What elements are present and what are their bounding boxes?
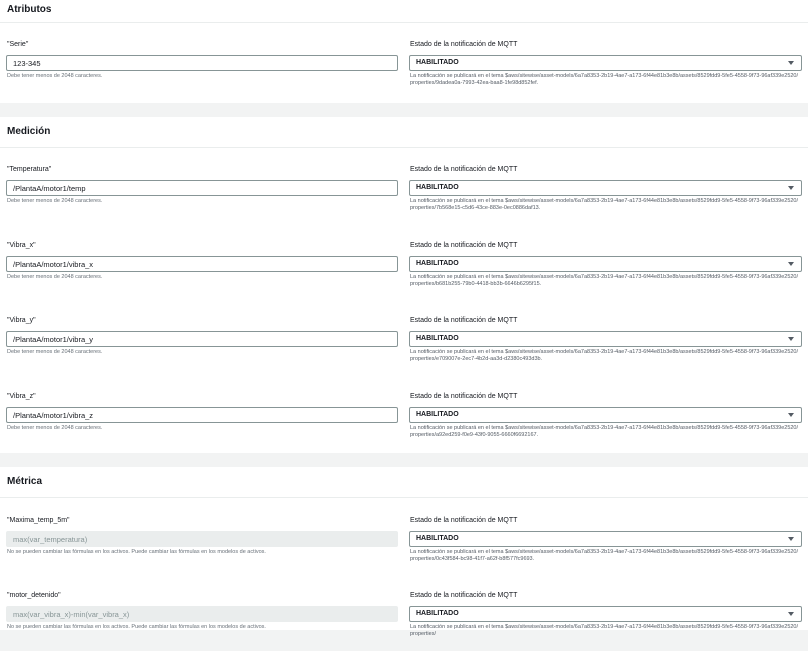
property-label: "Vibra_z": [7, 393, 36, 400]
mqtt-topic-note: La notificación se publicará en el tema $aws/sitewise/asset-models/6a7a8353-2b19-4ae7-a173-6f44e81b3e8b/assets/8529fdd9-5fe5-4558-9f73-96af339e2520/properties/e709007e-2ec7-4b2d-aa3d-d2380c493d3b.: [410, 349, 799, 362]
formula-input: [6, 531, 398, 547]
mqtt-topic-note: La notificación se publicará en el tema $aws/sitewise/asset-models/6a7a8353-2b19-4ae7-a173-6f44e81b3e8b/assets/8529fdd9-5fe5-4558-9f73-96af339e2520/properties/: [410, 624, 799, 637]
property-row: [0, 591, 808, 651]
measurement-header: [0, 117, 808, 148]
attributes-header: [0, 0, 808, 23]
mqtt-status-label: Estado de la notificación de MQTT: [410, 41, 518, 48]
property-value: /PlantaA/motor1/temp: [13, 184, 86, 193]
property-row: [0, 516, 808, 576]
mqtt-status-label: Estado de la notificación de MQTT: [410, 517, 518, 524]
caret-down-icon: [788, 337, 794, 341]
metric-section: [0, 467, 808, 637]
property-label: "motor_detenido": [7, 592, 61, 599]
property-label: "Vibra_x": [7, 242, 36, 249]
formula-input: [6, 606, 398, 622]
property-alias-input[interactable]: [6, 331, 398, 347]
formula-value: max(var_vibra_x)-min(var_vibra_x): [13, 610, 130, 619]
mqtt-status-label: Estado de la notificación de MQTT: [410, 592, 518, 599]
property-row: [0, 241, 808, 301]
property-hint: Debe tener menos de 2048 caracteres.: [7, 73, 103, 79]
formula-value: max(var_temperatura): [13, 535, 88, 544]
mqtt-status-label: Estado de la notificación de MQTT: [410, 242, 518, 249]
property-value: 123-345: [13, 59, 41, 68]
property-label: "Vibra_y": [7, 317, 36, 324]
property-value: /PlantaA/motor1/vibra_z: [13, 411, 94, 420]
mqtt-status-value: HABILITADO: [416, 260, 459, 267]
property-hint: Debe tener menos de 2048 caracteres.: [7, 274, 103, 280]
property-alias-input[interactable]: [6, 256, 398, 272]
mqtt-status-select[interactable]: [409, 55, 802, 71]
mqtt-topic-note: La notificación se publicará en el tema $aws/sitewise/asset-models/6a7a8353-2b19-4ae7-a173-6f44e81b3e8b/assets/8529fdd9-5fe5-4558-9f73-96af339e2520/properties/7b568e15-c5d6-43ce-883e-0ec0886daf13.: [410, 198, 799, 211]
caret-down-icon: [788, 186, 794, 190]
property-hint: Debe tener menos de 2048 caracteres.: [7, 425, 103, 431]
property-label: "Serie": [7, 41, 29, 48]
property-row: [0, 392, 808, 452]
property-alias-input[interactable]: [6, 407, 398, 423]
section-title: Medición: [7, 126, 51, 137]
attributes-section: [0, 0, 808, 103]
mqtt-status-select[interactable]: [409, 331, 802, 347]
mqtt-status-select[interactable]: [409, 606, 802, 622]
caret-down-icon: [788, 413, 794, 417]
metric-header: [0, 467, 808, 498]
mqtt-status-value: HABILITADO: [416, 535, 459, 542]
mqtt-status-select[interactable]: [409, 407, 802, 423]
mqtt-status-label: Estado de la notificación de MQTT: [410, 393, 518, 400]
mqtt-status-value: HABILITADO: [416, 335, 459, 342]
property-value: /PlantaA/motor1/vibra_y: [13, 335, 94, 344]
mqtt-status-select[interactable]: [409, 256, 802, 272]
mqtt-topic-note: La notificación se publicará en el tema $aws/sitewise/asset-models/6a7a8353-2b19-4ae7-a173-6f44e81b3e8b/assets/8529fdd9-5fe5-4558-9f73-96af339e2520/properties/a92ed259-f0e9-43f0-9055-6660f6692167.: [410, 425, 799, 438]
mqtt-topic-note: La notificación se publicará en el tema $aws/sitewise/asset-models/6a7a8353-2b19-4ae7-a173-6f44e81b3e8b/assets/8529fdd9-5fe5-4558-9f73-96af339e2520/properties/b681b255-79b0-4418-bb3b-6646b6295f15.: [410, 274, 799, 287]
caret-down-icon: [788, 612, 794, 616]
mqtt-status-value: HABILITADO: [416, 59, 459, 66]
mqtt-status-label: Estado de la notificación de MQTT: [410, 317, 518, 324]
mqtt-status-value: HABILITADO: [416, 184, 459, 191]
section-title: Atributos: [7, 4, 52, 15]
caret-down-icon: [788, 537, 794, 541]
mqtt-status-label: Estado de la notificación de MQTT: [410, 166, 518, 173]
caret-down-icon: [788, 262, 794, 266]
measurement-section: [0, 117, 808, 453]
mqtt-status-value: HABILITADO: [416, 610, 459, 617]
property-alias-input[interactable]: [6, 180, 398, 196]
mqtt-topic-note: La notificación se publicará en el tema $aws/sitewise/asset-models/6a7a8353-2b19-4ae7-a173-6f44e81b3e8b/assets/8529fdd9-5fe5-4558-9f73-96af339e2520/properties/9dadea0a-7993-42ea-baa8-1fe98d852fef.: [410, 73, 799, 86]
property-hint: No se pueden cambiar las fórmulas en los activos. Puede cambiar las fórmulas en los modelos de activos.: [7, 549, 266, 555]
section-title: Métrica: [7, 476, 43, 487]
property-row: [0, 316, 808, 376]
property-value: /PlantaA/motor1/vibra_x: [13, 260, 94, 269]
property-hint: Debe tener menos de 2048 caracteres.: [7, 198, 103, 204]
property-value-input[interactable]: [6, 55, 398, 71]
property-hint: No se pueden cambiar las fórmulas en los activos. Puede cambiar las fórmulas en los modelos de activos.: [7, 624, 266, 630]
caret-down-icon: [788, 61, 794, 65]
property-row: [0, 40, 808, 100]
mqtt-topic-note: La notificación se publicará en el tema $aws/sitewise/asset-models/6a7a8353-2b19-4ae7-a173-6f44e81b3e8b/assets/8529fdd9-5fe5-4558-9f73-96af339e2520/properties/0c43f584-bc98-41f7-a62f-b8f577fc9693.: [410, 549, 799, 562]
mqtt-status-select[interactable]: [409, 531, 802, 547]
property-hint: Debe tener menos de 2048 caracteres.: [7, 349, 103, 355]
property-label: "Maxima_temp_5m": [7, 517, 70, 524]
mqtt-status-value: HABILITADO: [416, 411, 459, 418]
property-row: [0, 165, 808, 225]
mqtt-status-select[interactable]: [409, 180, 802, 196]
property-label: "Temperatura": [7, 166, 52, 173]
